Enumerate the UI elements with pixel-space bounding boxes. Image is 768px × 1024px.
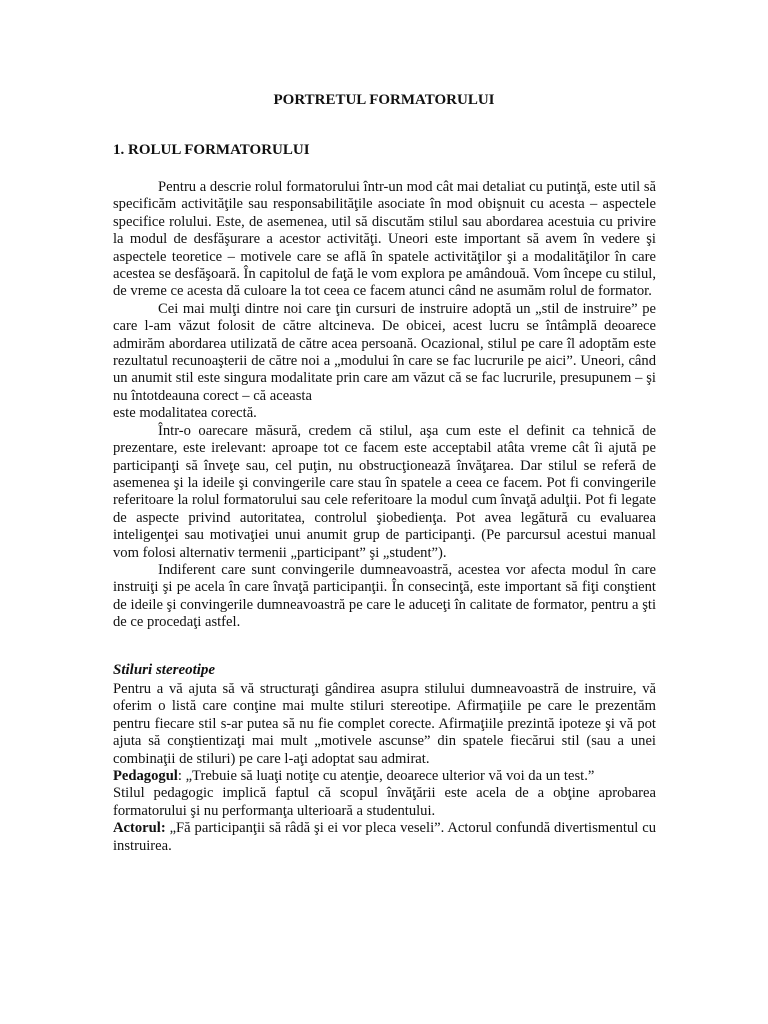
paragraph: Cei mai mulţi dintre noi care ţin cursuri de instruire adoptă un „stil de instruire” pe care l-am văzut folosit de către altcineva. De obicei, acest lucru se întâmplă deoarece admirăm abordarea utilizată de către acea persoană. Ocazional, stilul pe care îl adoptăm este rezultatul recunoaşterii de către noi a „modului în care se fac lucrurile pe aici”. Uneori, când un anumit stil este singura modalitate prin care am văzut că se fac lucrurile, presupunem – şi nu întotdeauna corect – că aceasta <box>113 300 656 404</box>
paragraph: este modalitatea corectă. <box>113 405 257 422</box>
actor-text: „Fă participanţii să râdă şi ei vor pleca veseli”. Actorul confundă divertismentul cu instruirea. <box>113 820 656 854</box>
paragraph: Indiferent care sunt convingerile dumneavoastră, acestea vor afecta modul în care instruiţi şi pe acela în care învaţă participanţii. În consecinţă, este important să fiţi conştient de ideile şi convingerile dumneavoastră pe care le aduceţi în calitate de formator, pentru a şti de ce procedaţi astfel. <box>113 561 656 631</box>
subsection-heading: Stiluri stereotipe <box>113 662 216 678</box>
intro-paragraph: Pentru a vă ajuta să vă structuraţi gândirea asupra stilului dumneavoastră de instruire, vă oferim o listă care conţine mai multe stiluri stereotipe. Afirmaţiile pe care le prezentăm pentru fiecare stil s-ar putea să nu fie complet corecte. Afirmaţiile prezintă ipoteze şi vă pot ajuta să conştientizaţi mai mult „motivele ascunse” din spatele fiecărui stil (sau a unei combinaţii de stiluri) pe care l-aţi adoptat sau admirat. <box>113 681 656 767</box>
page-title: PORTRETUL FORMATORULUI <box>273 92 495 108</box>
actor-entry <box>113 820 656 855</box>
stereotype-styles-section <box>113 681 656 855</box>
pedagog-entry <box>113 768 656 785</box>
paragraph: Într-o oarecare măsură, credem că stilul, aşa cum este el definit ca tehnică de prezentare, este irelevant: aproape tot ce facem este acceptabil atâta vreme cât îi ajută pe participanţi să înveţe sau, cel puţin, nu obstrucţionează învăţarea. Dar stilul se referă de asemenea şi la ideile şi convingerile care stau în spatele a ceea ce facem. Pot fi convingerile referitoare la rolul formatorului sau cele referitoare la modul cum învaţă adulţii. Pot fi legate de aspecte privind autoritatea, controlul şiobedienţa. Pot avea legătură cu evaluarea inteligenţei sau motivaţiei unui anumit grup de participanţi. (Pe parcursul acestui manual vom folosi alternativ termenii „participant” şi „student”). <box>113 422 656 561</box>
paragraph: Pentru a descrie rolul formatorului într-un mod cât mai detaliat cu putinţă, este util să specificăm activităţile sau responsabilităţile asociate în mod obişnuit cu acesta – aspectele specifice rolului. Este, de asemenea, util să discutăm stilul sau abordarea acestuia cu privire la modul de desfăşurare a acestor activităţi. Uneori este important să avem în vedere şi aspectele teoretice – motivele care se află în spatele activităţilor şi a modalităţilor în care acestea se desfăşoară. În capitolul de faţă le vom explora pe amândouă. Vom începe cu stilul, de vreme ce acesta dă culoare la tot ceea ce facem atunci când ne asumăm rolul de formator. <box>113 179 656 300</box>
actor-label: Actorul: <box>113 820 166 837</box>
section-heading: 1. ROLUL FORMATORULUI <box>113 142 310 158</box>
pedagog-quote: : „Trebuie să luaţi notiţe cu atenţie, deoarece ulterior vă voi da un test.” <box>177 768 595 785</box>
body-text <box>113 179 656 632</box>
pedagog-description: Stilul pedagogic implică faptul că scopul învăţării este acela de a obţine aprobarea formatorului şi nu performanţa ulterioară a studentului. <box>113 785 656 819</box>
pedagog-label: Pedagogul <box>113 768 178 785</box>
